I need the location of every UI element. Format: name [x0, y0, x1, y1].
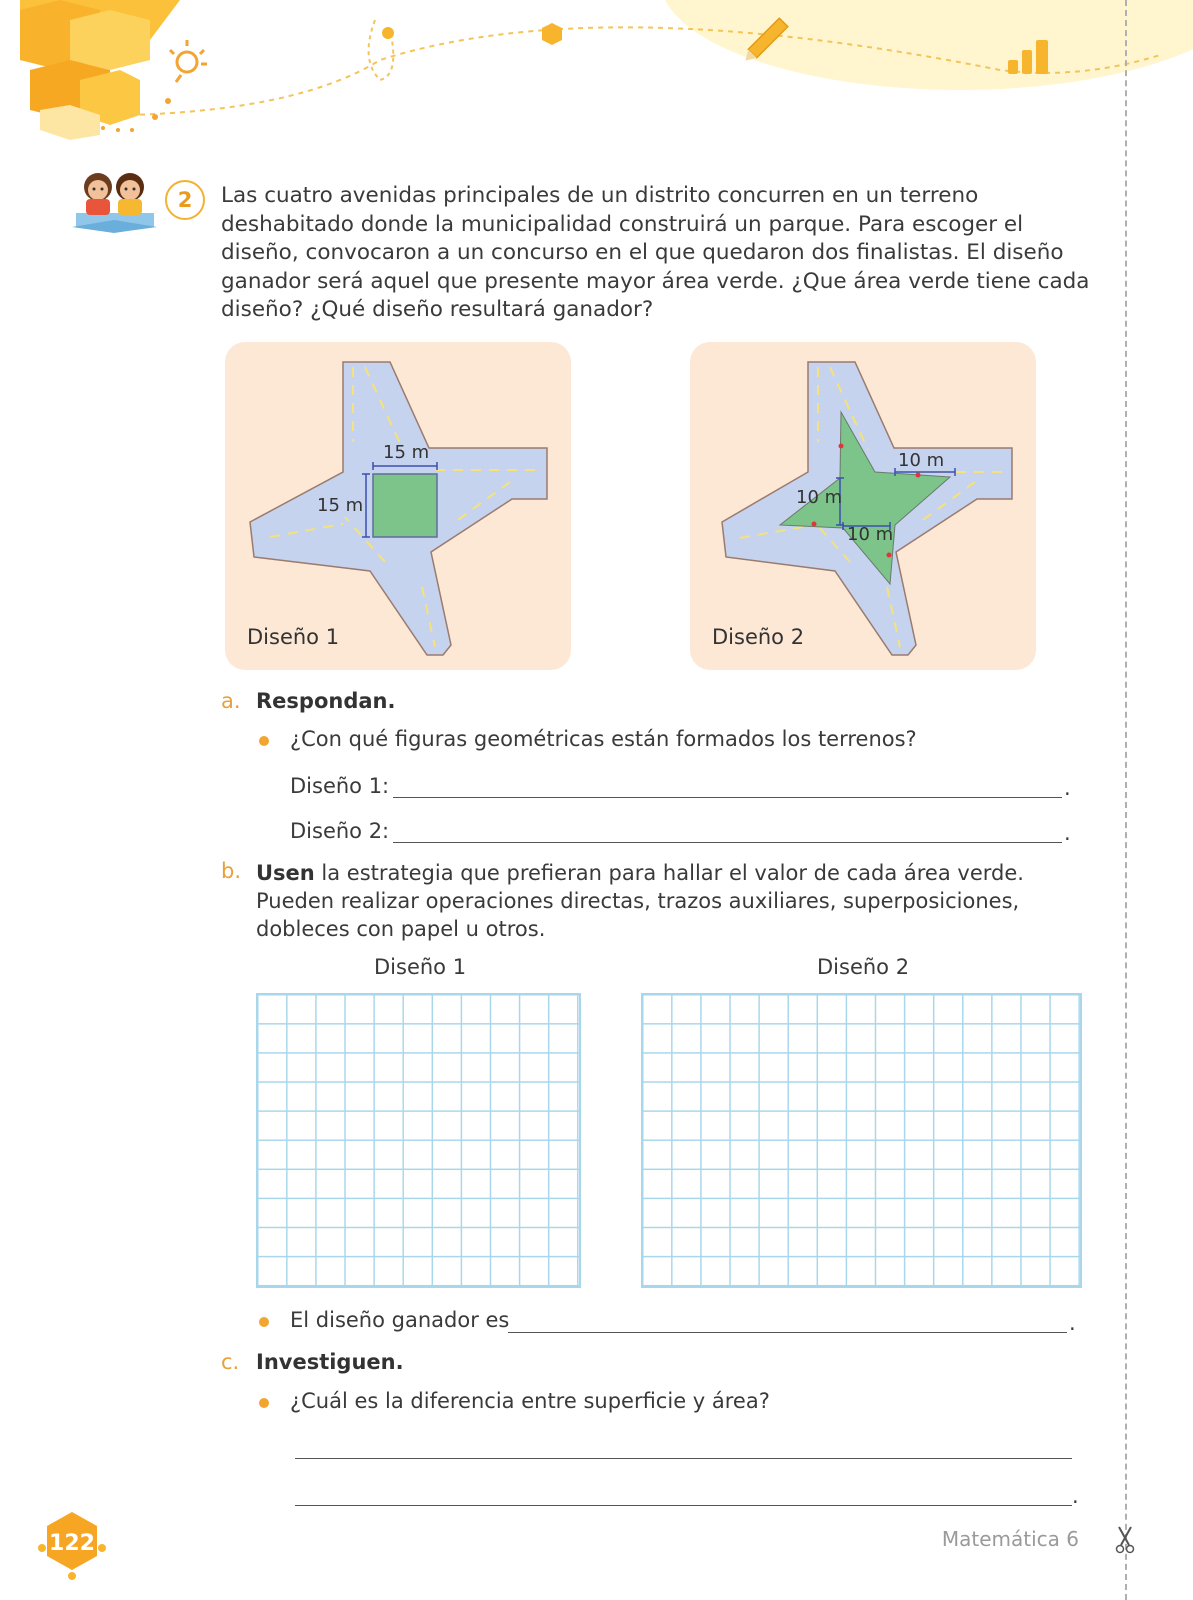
design-2-left-measure: 10 m — [796, 487, 843, 508]
section-a-title: Respondan. — [256, 689, 396, 713]
answer-2-period: . — [1064, 821, 1071, 845]
small-cube-icon — [542, 23, 562, 45]
section-c-question: ¿Cuál es la diferencia entre superficie y área? — [290, 1389, 770, 1413]
design-1-figure — [225, 342, 571, 670]
design-1-panel — [225, 342, 571, 670]
design-2-figure — [690, 342, 1036, 670]
section-b-instructions — [256, 859, 1086, 943]
section-c-title: Investiguen. — [256, 1350, 404, 1374]
grid-2-title: Diseño 2 — [817, 955, 910, 979]
design-1-side-measure: 15 m — [317, 495, 364, 516]
design-2-work-grid[interactable] — [641, 993, 1082, 1288]
answer-1-label: Diseño 1: — [290, 774, 390, 798]
winner-label: El diseño ganador es — [290, 1308, 510, 1332]
section-a-question: ¿Con qué figuras geométricas están formados los terrenos? — [290, 727, 917, 751]
students-icon — [72, 165, 157, 233]
answer-1-period: . — [1064, 776, 1071, 800]
scissors-icon — [1115, 1525, 1135, 1555]
design-1-title: Diseño 1 — [247, 625, 340, 649]
problem-number-badge: 2 — [165, 180, 205, 220]
section-a-letter: a. — [221, 689, 241, 713]
design-2-right-measure: 10 m — [898, 450, 945, 471]
problem-statement: Las cuatro avenidas principales de un distrito concurren en un terreno deshabitado donde la municipalidad construirá un parque. Para escoger el diseño, convocaron a un concurso en el que quedaron dos finalistas. El diseño ganador será aquel que presente mayor área verde. ¿Que área verde tiene cada diseño? ¿Qué diseño resultará ganador? — [221, 183, 1090, 322]
section-c-answer-line-1[interactable] — [295, 1458, 1072, 1459]
section-b-lead: Usen — [256, 861, 315, 885]
grid-1-title: Diseño 1 — [374, 955, 467, 979]
winner-period: . — [1069, 1311, 1076, 1335]
section-c-answer-line-2[interactable] — [295, 1505, 1072, 1506]
bullet-icon — [259, 1317, 269, 1327]
page-number: 122 — [49, 1531, 95, 1556]
lightbulb-icon — [170, 40, 207, 82]
answer-2-line[interactable] — [393, 842, 1062, 843]
page-number-hexagon-icon — [34, 1510, 110, 1580]
section-b-letter: b. — [221, 859, 242, 883]
section-b-text: la estrategia que prefieran para hallar el valor de cada área verde. Pueden realizar operaciones directas, trazos auxiliares, superposiciones, dobleces con papel u otros. — [256, 861, 1024, 941]
design-2-title: Diseño 2 — [712, 625, 805, 649]
book-title: Matemática 6 — [941, 1527, 1079, 1551]
bullet-icon — [259, 1398, 269, 1408]
section-c-letter: c. — [221, 1350, 240, 1374]
design-1-work-grid[interactable] — [256, 993, 581, 1288]
answer-2-label: Diseño 2: — [290, 819, 390, 843]
winner-answer-line[interactable] — [508, 1332, 1067, 1333]
design-2-panel — [690, 342, 1036, 670]
answer-1-line[interactable] — [393, 797, 1062, 798]
design-1-top-measure: 15 m — [383, 442, 430, 463]
cut-line — [1125, 0, 1127, 1600]
bullet-icon — [259, 736, 269, 746]
header-decoration — [0, 0, 1193, 150]
design-2-bottom-measure: 10 m — [847, 524, 894, 545]
section-c-period: . — [1072, 1484, 1079, 1508]
